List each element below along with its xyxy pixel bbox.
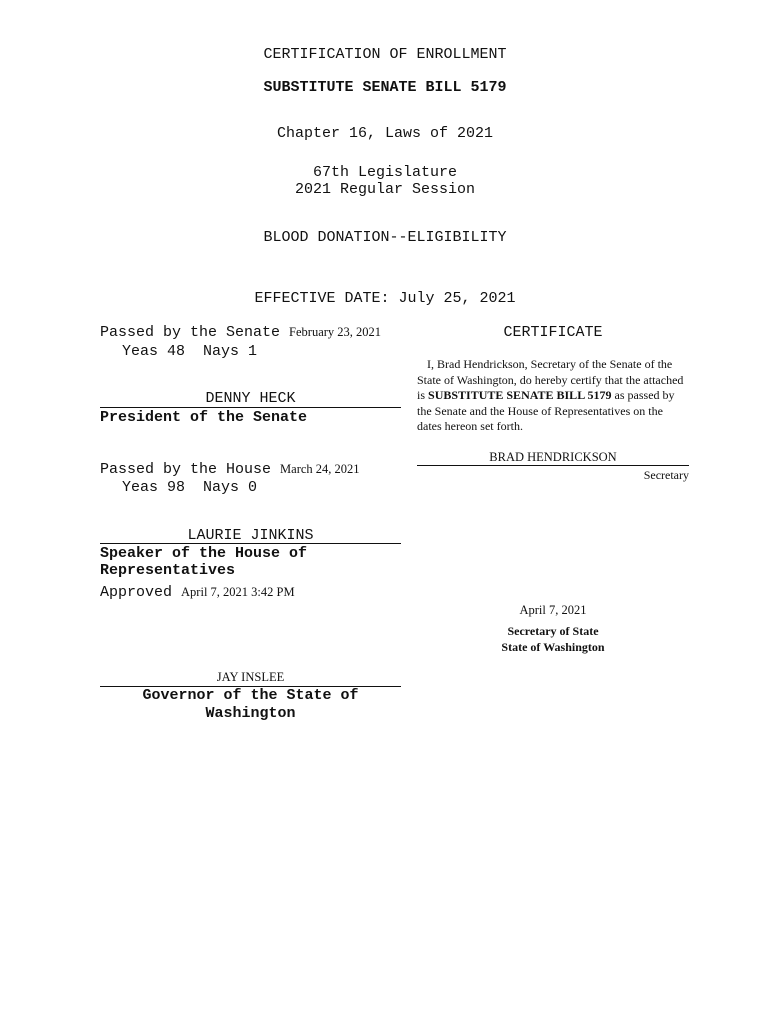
certificate-text [417, 357, 689, 435]
senate-passed-label: Passed by the Senate [100, 324, 281, 341]
house-signer-title-line1: Speaker of the House of [100, 545, 308, 562]
house-signer: LAURIE JINKINS [187, 527, 314, 544]
effective-date: EFFECTIVE DATE: July 25, 2021 [254, 290, 516, 307]
certificate-signer-title: Secretary [643, 468, 689, 482]
senate-signer: DENNY HECK [205, 390, 296, 407]
bill-name: SUBSTITUTE SENATE BILL 5179 [263, 79, 507, 96]
approved-label: Approved [100, 584, 173, 601]
senate-signer-title: President of the Senate [100, 409, 308, 426]
house-signature-line [100, 543, 401, 544]
house-passed-label: Passed by the House [100, 461, 272, 478]
governor-title-line1: Governor of the State of [142, 687, 359, 704]
house-passed-date: March 24, 2021 [280, 462, 360, 476]
certificate-signer: BRAD HENDRICKSON [489, 450, 617, 464]
certificate-text-start: I, Brad Hendrickson, Secretary of the Senate of the State of Washington, do hereby certify that the attached is [417, 357, 684, 402]
certificate-heading: CERTIFICATE [503, 324, 603, 341]
certificate-text-end: as passed by the Senate and the House of Representatives on the dates hereon set forth. [417, 388, 675, 433]
filing-date: April 7, 2021 [519, 603, 587, 617]
chapter-line: Chapter 16, Laws of 2021 [276, 125, 494, 142]
senate-passed-date: February 23, 2021 [289, 325, 382, 339]
legislature-line: 67th Legislature [312, 164, 458, 181]
certification-title: CERTIFICATION OF ENROLLMENT [263, 46, 507, 63]
certificate-bill-name: SUBSTITUTE SENATE BILL 5179 [428, 388, 612, 402]
approval-line [100, 584, 295, 601]
session-line: 2021 Regular Session [294, 181, 476, 198]
certificate-signature-line [417, 465, 689, 466]
senate-signature-line [100, 407, 401, 408]
senate-votes: Yeas 48 Nays 1 [122, 343, 258, 360]
governor-title-line2: Washington [205, 705, 296, 722]
approved-date: April 7, 2021 3:42 PM [181, 585, 295, 599]
house-votes: Yeas 98 Nays 0 [122, 479, 258, 496]
filing-title-line2: State of Washington [501, 640, 605, 654]
house-passage [100, 461, 360, 478]
governor-signer: JAY INSLEE [216, 670, 285, 684]
bill-subject: BLOOD DONATION--ELIGIBILITY [263, 229, 507, 246]
senate-passage [100, 324, 381, 341]
house-signer-title-line2: Representatives [100, 562, 236, 579]
filing-title-line1: Secretary of State [507, 624, 599, 638]
